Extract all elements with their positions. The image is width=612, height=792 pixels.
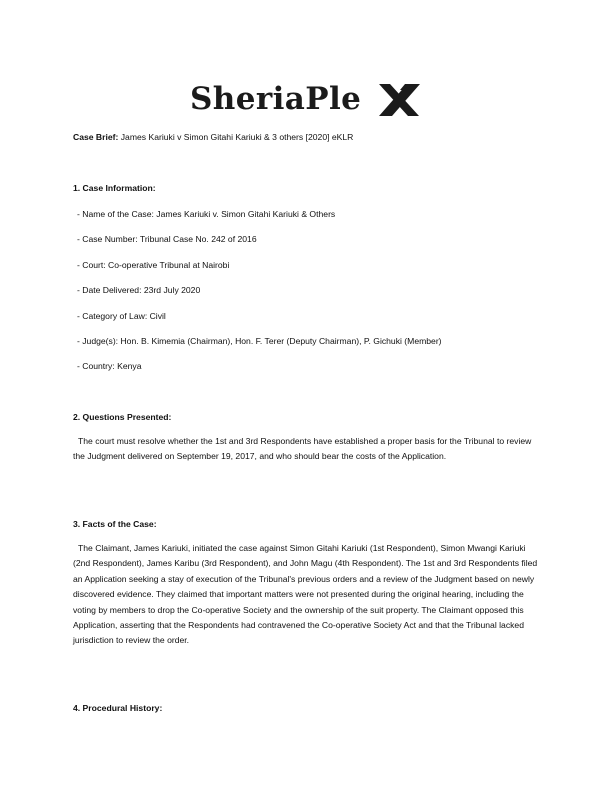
section-heading-facts: 3. Facts of the Case: <box>73 519 157 529</box>
case-info-item-court: - Court: Co-operative Tribunal at Nairobi <box>77 260 230 270</box>
case-brief-title: James Kariuki v Simon Gitahi Kariuki & 3 others [2020] eKLR <box>118 132 354 142</box>
section-heading-case-information: 1. Case Information: <box>73 183 156 193</box>
logo-wordmark: SheriaPle <box>190 81 362 117</box>
case-info-item-number: - Case Number: Tribunal Case No. 242 of 2016 <box>77 234 257 244</box>
section-heading-questions-presented: 2. Questions Presented: <box>73 412 172 422</box>
case-brief-line <box>73 131 353 143</box>
sheriaplex-logo <box>190 80 430 120</box>
facts-paragraph: The Claimant, James Kariuki, initiated the case against Simon Gitahi Kariuki (1st Respondent), Simon Mwangi Kariuki (2nd Respondent), James Karibu (3rd Respondent), and John Magu (4th Respondent). The 1st and 3rd Respondents filed an Application seeking a stay of execution of the Tribunal's previous orders and a review of the Judgment based on newly discovered evidence. They claimed that important matters were not presented during the original hearing, including the voting by members to drop the Co-operative Society and the ownership of the suit property. The Claimant opposed this Application, asserting that the Respondents had contravened the Co-operative Society Act and that the Tribunal lacked jurisdiction to review the order. <box>73 543 538 646</box>
x-mark-icon <box>377 83 421 117</box>
case-brief-label: Case Brief: <box>73 132 119 142</box>
case-info-item-category: - Category of Law: Civil <box>77 311 166 321</box>
case-info-item-judges: - Judge(s): Hon. B. Kimemia (Chairman), Hon. F. Terer (Deputy Chairman), P. Gichuki (Member) <box>77 336 442 346</box>
case-info-item-name: - Name of the Case: James Kariuki v. Simon Gitahi Kariuki & Others <box>77 209 336 219</box>
case-info-item-date: - Date Delivered: 23rd July 2020 <box>77 285 201 295</box>
questions-presented-paragraph: The court must resolve whether the 1st and 3rd Respondents have established a proper basis for the Tribunal to review the Judgment delivered on September 19, 2017, and who should bear the costs of the Application. <box>73 436 532 462</box>
section-heading-procedural-history: 4. Procedural History: <box>73 703 163 713</box>
case-info-item-country: - Country: Kenya <box>77 361 142 371</box>
